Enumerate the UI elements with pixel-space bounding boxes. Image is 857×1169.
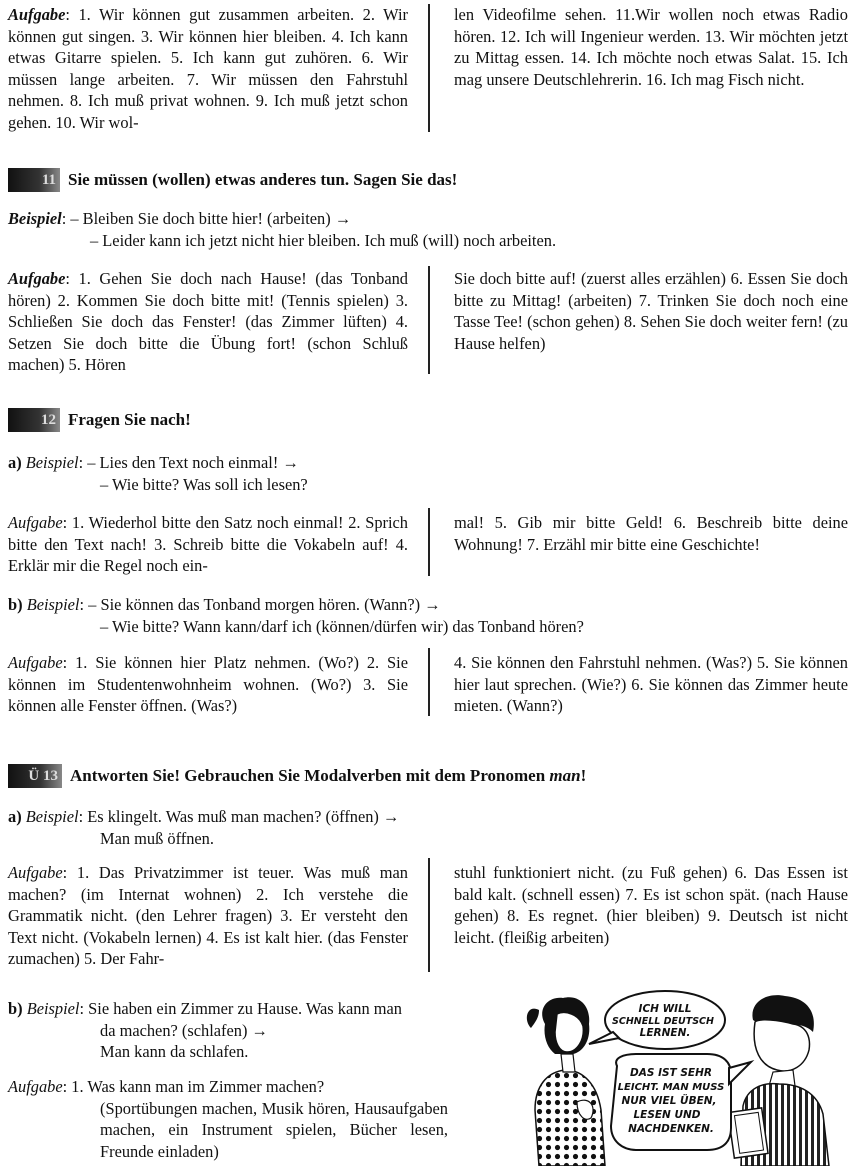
arrow-icon: → [424, 595, 441, 614]
aufgabe-label: Aufgabe [8, 653, 63, 672]
exercise-13b-example: b) Beispiel: Sie haben ein Zimmer zu Hause. Was kann man da machen? (schlafen) → Man kann da schlafen. [8, 999, 402, 1062]
part-b-label: b) [8, 595, 23, 614]
title-emphasis: man [549, 766, 581, 786]
man-figure [728, 995, 829, 1166]
exercise-11-left: Aufgabe: 1. Gehen Sie doch nach Hause! (das Tonband hören) 2. Kommen Sie doch bitte mit! (Tennis spielen) 3. Schließen Sie doch das Fenster! (das Zimmer lüften) 4. Setzen Sie doch bitte die Übung fort! (schon Schluß machen) 5. Hören [8, 269, 408, 375]
task-text: stuhl funktioniert nicht. (zu Fuß gehen) 6. Das Essen ist bald kalt. (schnell essen) 7. Es ist schon spät. (nach Hause gehen) 8. Es regnet. (hier bleiben) 9. Deutsch ist nicht leicht. (fleißig arbeiten) [454, 863, 848, 947]
task-text: 1. Das Privatzimmer ist teuer. Was muß man machen? (im Internat wohnen) 2. Ich verstehe die Grammatik nicht. (den Lehrer fragen) 3. Er versteht den Text nicht. (Vokabeln lernen) 4. Es ist kalt hier. (das Fenster zumachen) 5. Der Fahr- [8, 863, 408, 969]
example-line: – Sie können das Tonband morgen hören. (Wann?) [88, 595, 421, 614]
bubble-2-line: DAS IST SEHR [630, 1067, 712, 1079]
part-b-label: b) [8, 999, 23, 1018]
arrow-icon: → [383, 807, 400, 826]
exercise-12b-example: b) Beispiel: – Sie können das Tonband morgen hören. (Wann?) → – Wie bitte? Wann kann/darf ich (können/dürfen wir) das Tonband hören? [8, 595, 584, 636]
woman-figure [527, 997, 605, 1166]
exercise-12a-right [454, 512, 848, 555]
beispiel-label: Beispiel [25, 453, 79, 472]
column-divider [428, 508, 430, 576]
task-text: mal! 5. Gib mir bitte Geld! 6. Beschreib bitte deine Wohnung! 7. Erzähl mir bitte eine Geschichte! [454, 513, 848, 554]
aufgabe-label: Aufgabe [8, 513, 63, 532]
cartoon-illustration [517, 990, 851, 1166]
exercise-13-title [70, 765, 586, 787]
example-line: Sie haben ein Zimmer zu Hause. Was kann man [88, 999, 402, 1018]
exercise-12-heading [8, 408, 191, 432]
task-text: 1. Wiederhol bitte den Satz noch einmal! 2. Sprich bitte den Text nach! 3. Schreib bitte die Vokabeln auf! 4. Erklär mir die Regel noch ein- [8, 513, 408, 576]
example-line: Es klingelt. Was muß man machen? (öffnen) [87, 807, 379, 826]
part-a-label: a) [8, 807, 22, 826]
example-line: – Lies den Text noch einmal! [87, 453, 279, 472]
exercise-13-heading [8, 764, 586, 788]
bubble-1-line: ICH WILL [638, 1003, 692, 1015]
beispiel-label: Beispiel [8, 209, 62, 228]
exercise-12-title: Fragen Sie nach! [68, 410, 191, 430]
exercise-12-badge: 12 [8, 408, 60, 432]
exercise-13a-left: Aufgabe: 1. Das Privatzimmer ist teuer. Was muß man machen? (im Internat wohnen) 2. Ich verstehe die Grammatik nicht. (den Lehrer fragen) 3. Er versteht den Text nicht. (Vokabeln lernen) 4. Es ist kalt hier. (das Fenster zumachen) 5. Der Fahr- [8, 863, 408, 969]
exercise-12a-left: Aufgabe: 1. Wiederhol bitte den Satz noch einmal! 2. Sprich bitte den Text nach! 3. Schreib bitte die Vokabeln auf! 4. Erklär mir die Regel noch ein- [8, 513, 408, 576]
exercise-11-heading [8, 168, 457, 192]
exercise-11-title: Sie müssen (wollen) etwas anderes tun. Sagen Sie das! [68, 170, 458, 190]
aufgabe-label: Aufgabe [8, 269, 66, 288]
title-text: ! [580, 766, 587, 786]
task-text: Sie doch bitte auf! (zuerst alles erzählen) 6. Essen Sie doch bitte zu Mittag! (arbeiten) 7. Trinken Sie doch noch eine Tasse Tee! (schon gehen) 8. Sehen Sie doch weiter fern! (zu Hause helfen) [454, 269, 848, 353]
example-line: – Bleiben Sie doch bitte hier! (arbeiten) [70, 209, 331, 228]
top-right-column [454, 4, 848, 90]
task-text: 1. Sie können hier Platz nehmen. (Wo?) 2. Sie können im Studentenwohnheim wohnen. (Wo?) 3. Sie können alle Fenster öffnen. (Was?) [8, 653, 408, 716]
part-a-label: a) [8, 453, 22, 472]
exercise-11-example: Beispiel: – Bleiben Sie doch bitte hier! (arbeiten) → – Leider kann ich jetzt nicht hier bleiben. Ich muß (will) noch arbeiten. [8, 209, 557, 250]
arrow-icon: → [251, 1020, 268, 1040]
exercise-12b-left: Aufgabe: 1. Sie können hier Platz nehmen. (Wo?) 2. Sie können im Studentenwohnheim wohnen. (Wo?) 3. Sie können alle Fenster öffnen. (Was?) [8, 653, 408, 716]
example-line: Man kann da schlafen. [100, 1042, 249, 1062]
column-divider [428, 648, 430, 716]
task-text: 1. Was kann man im Zimmer machen? [71, 1077, 325, 1096]
top-left-text: 1. Wir können gut zusammen arbeiten. 2. Wir können gut singen. 3. Wir können hier bleiben. 4. Ich kann etwas Gitarre spielen. 5. Ich kann gut zuhören. 6. Wir müssen lange arbeiten. 7. Wir müssen den Fahrstuhl nehmen. 8. Ich muß privat wohnen. 9. Ich muß jetzt schon gehen. 10. Wir wol- [8, 5, 408, 132]
exercise-13-badge: Ü 13 [8, 764, 62, 788]
beispiel-label: Beispiel [26, 999, 80, 1018]
bubble-2-line: LEICHT. MAN MUSS [617, 1082, 725, 1093]
column-divider [428, 4, 430, 132]
beispiel-label: Beispiel [26, 595, 80, 614]
bubble-2-line: NUR VIEL ÜBEN, [621, 1095, 717, 1107]
example-line: – Wie bitte? Wann kann/darf ich (können/dürfen wir) das Tonband hören? [100, 616, 584, 636]
example-line: da machen? (schlafen) [100, 1020, 248, 1040]
example-line: – Wie bitte? Was soll ich lesen? [100, 474, 308, 494]
arrow-icon: → [334, 209, 352, 228]
exercise-12a-example: a) Beispiel: – Lies den Text noch einmal! → – Wie bitte? Was soll ich lesen? [8, 453, 308, 494]
bubble-1-line: LERNEN. [639, 1027, 691, 1039]
example-line: Man muß öffnen. [100, 828, 214, 848]
exercise-12b-right [454, 652, 848, 717]
column-divider [428, 858, 430, 972]
task-text: 1. Gehen Sie doch nach Hause! (das Tonband hören) 2. Kommen Sie doch bitte mit! (Tennis spielen) 3. Schließen Sie doch das Fenster! (das Zimmer lüften) 4. Setzen Sie doch bitte die Übung fort! (schon Schluß machen) 5. Hören [8, 269, 408, 375]
arrow-icon: → [282, 453, 299, 472]
exercise-11-right [454, 268, 848, 354]
bubble-1-line: SCHNELL DEUTSCH [612, 1016, 714, 1027]
task-text: (Sportübungen machen, Musik hören, Hausaufgaben machen, ein Instrument spielen, Bücher lesen, Freunde einladen) [100, 1098, 448, 1161]
example-line: – Leider kann ich jetzt nicht hier bleiben. Ich muß (will) noch arbeiten. [90, 230, 557, 250]
exercise-11-badge: 11 [8, 168, 60, 192]
task-text: 4. Sie können den Fahrstuhl nehmen. (Was?) 5. Sie können hier laut sprechen. (Wie?) 6. Sie können das Zimmer heute mieten. (Wann?) [454, 653, 848, 716]
aufgabe-label: Aufgabe [8, 1077, 63, 1096]
column-divider [428, 266, 430, 374]
bubble-2-line: LESEN UND [633, 1109, 701, 1121]
aufgabe-label: Aufgabe [8, 863, 63, 882]
exercise-13a-right [454, 862, 848, 948]
beispiel-label: Beispiel [25, 807, 79, 826]
top-left-column: Aufgabe: 1. Wir können gut zusammen arbeiten. 2. Wir können gut singen. 3. Wir können hier bleiben. 4. Ich kann etwas Gitarre spielen. 5. Ich kann gut zuhören. 6. Wir müssen lange arbeiten. 7. Wir müssen den Fahrstuhl nehmen. 8. Ich muß privat wohnen. 9. Ich muß jetzt schon gehen. 10. Wir wol- [8, 5, 408, 132]
top-right-text: len Videofilme sehen. 11.Wir wollen noch etwas Radio hören. 12. Ich will Ingenieur werden. 13. Wir möchten jetzt zu Mittag essen. 14. Ich möchte noch etwas Salat. 15. Ich mag unsere Deutschlehrerin. 16. Ich mag Fisch nicht. [454, 5, 848, 89]
title-text: Antworten Sie! Gebrauchen Sie Modalverben mit dem Pronomen [70, 766, 550, 786]
exercise-13b-task: Aufgabe: 1. Was kann man im Zimmer machen? (Sportübungen machen, Musik hören, Hausaufgaben machen, ein Instrument spielen, Bücher lesen, Freunde einladen) [8, 1077, 448, 1161]
exercise-13a-example: a) Beispiel: Es klingelt. Was muß man machen? (öffnen) → Man muß öffnen. [8, 807, 400, 848]
bubble-2-line: NACHDENKEN. [628, 1123, 714, 1135]
aufgabe-label: Aufgabe [8, 5, 66, 24]
